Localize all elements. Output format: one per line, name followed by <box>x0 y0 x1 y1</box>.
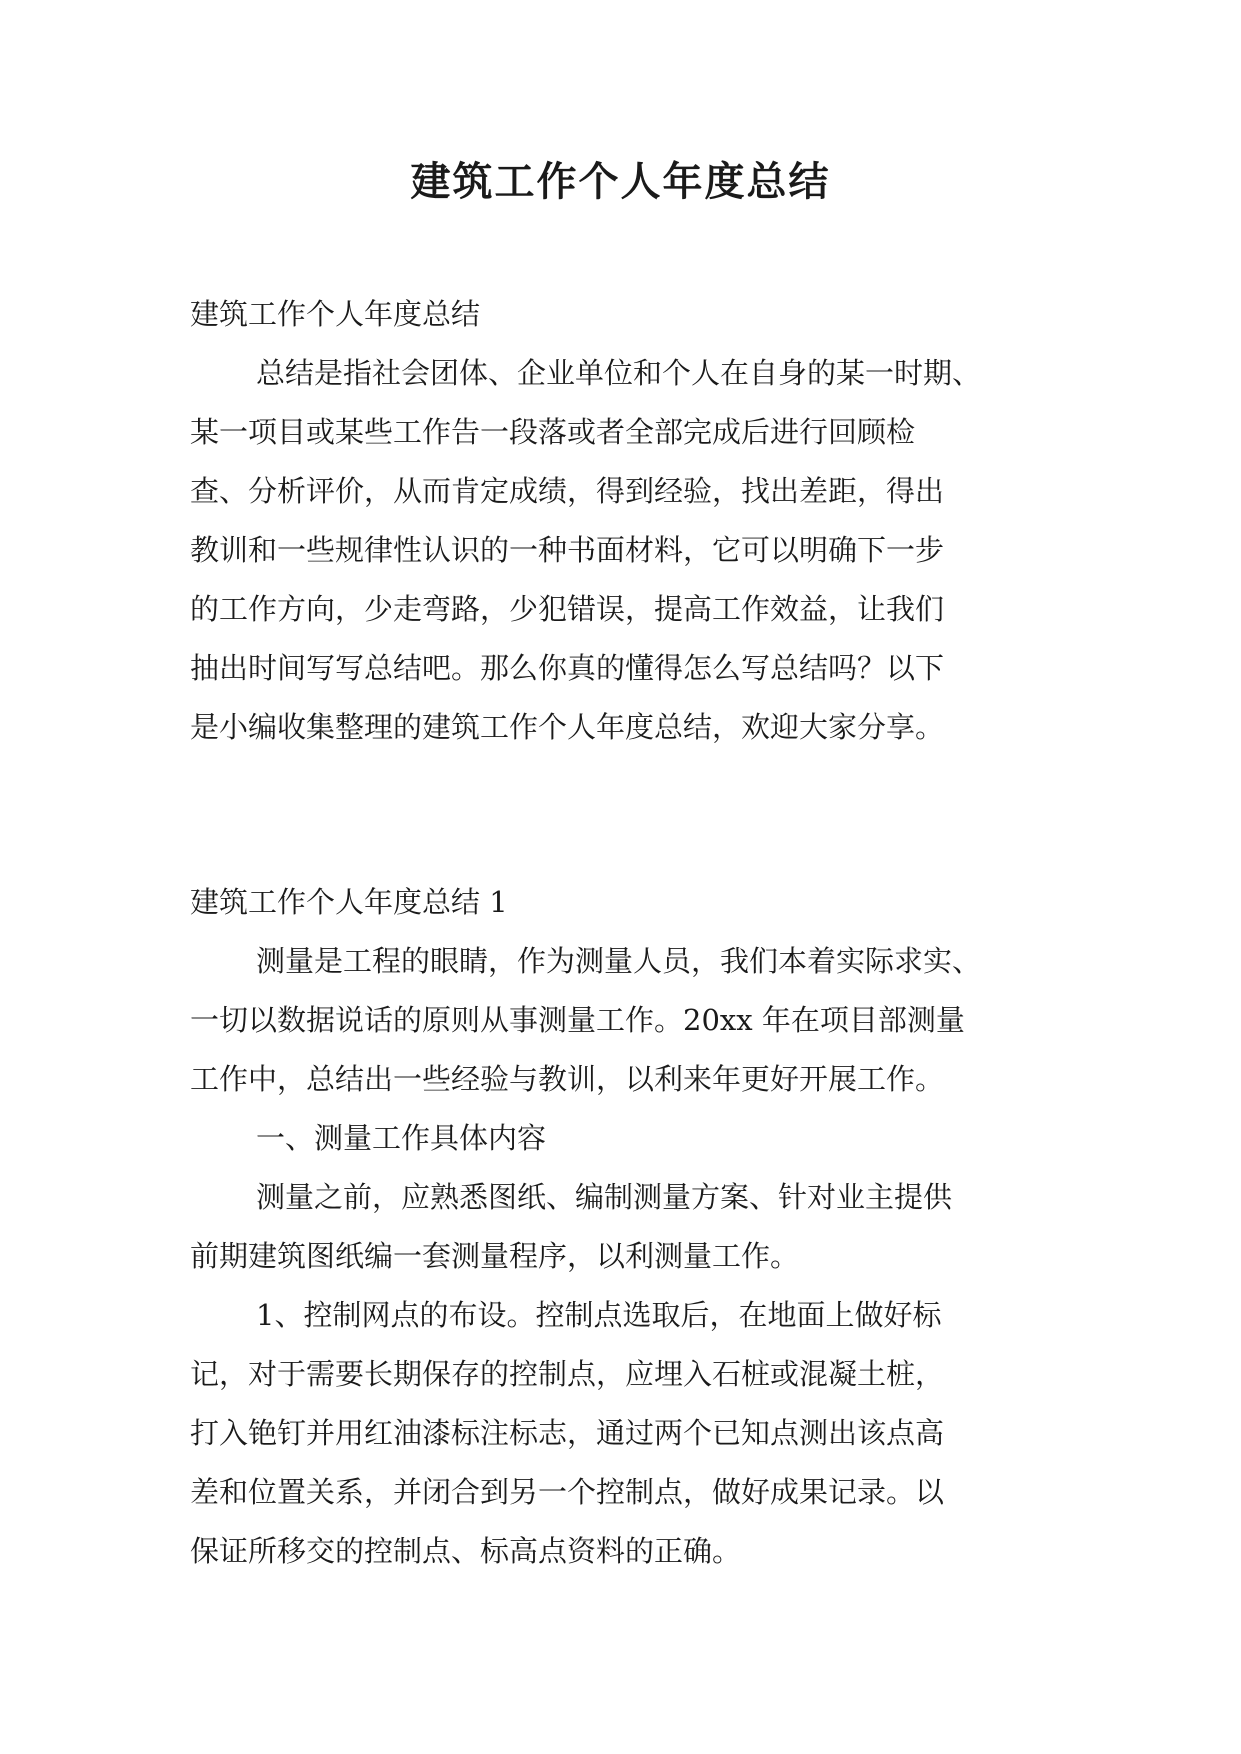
intro-line: 教训和一些规律性认识的一种书面材料，它可以明确下一步 <box>190 533 945 567</box>
section-heading: 建筑工作个人年度总结 1 <box>190 885 508 919</box>
paragraph-line: 一切以数据说话的原则从事测量工作。20xx 年在项目部测量 <box>190 1003 965 1037</box>
section-subtitle: 建筑工作个人年度总结 <box>190 297 481 331</box>
paragraph-line: 前期建筑图纸编一套测量程序，以利测量工作。 <box>190 1239 800 1273</box>
paragraph-line: 打入铯钉并用红油漆标注标志，通过两个已知点测出该点高 <box>190 1416 945 1450</box>
paragraph-line: 差和位置关系，并闭合到另一个控制点，做好成果记录。以 <box>190 1475 945 1509</box>
section-spacer <box>190 757 1050 873</box>
paragraph-line: 保证所移交的控制点、标高点资料的正确。 <box>190 1534 742 1568</box>
subheading: 一、测量工作具体内容 <box>256 1121 547 1155</box>
intro-line: 的工作方向，少走弯路，少犯错误，提高工作效益，让我们 <box>190 592 945 626</box>
intro-line: 总结是指社会团体、企业单位和个人在自身的某一时期、 <box>256 356 982 390</box>
intro-line: 查、分析评价，从而肯定成绩，得到经验，找出差距，得出 <box>190 474 945 508</box>
intro-line: 是小编收集整理的建筑工作个人年度总结，欢迎大家分享。 <box>190 710 945 744</box>
paragraph-line: 1、控制网点的布设。控制点选取后，在地面上做好标 <box>256 1298 942 1332</box>
intro-line: 某一项目或某些工作告一段落或者全部完成后进行回顾检 <box>190 415 916 449</box>
paragraph-line: 测量是工程的眼睛，作为测量人员，我们本着实际求实、 <box>256 944 982 978</box>
paragraph-line: 工作中，总结出一些经验与教训，以利来年更好开展工作。 <box>190 1062 945 1096</box>
paragraph-line: 记，对于需要长期保存的控制点，应埋入石桩或混凝土桩， <box>190 1357 945 1391</box>
paragraph-line: 测量之前，应熟悉图纸、编制测量方案、针对业主提供 <box>256 1180 953 1214</box>
document-title: 建筑工作个人年度总结 <box>410 158 831 205</box>
intro-line: 抽出时间写写总结吧。那么你真的懂得怎么写总结吗？以下 <box>190 651 945 685</box>
document-body <box>190 285 1050 1581</box>
